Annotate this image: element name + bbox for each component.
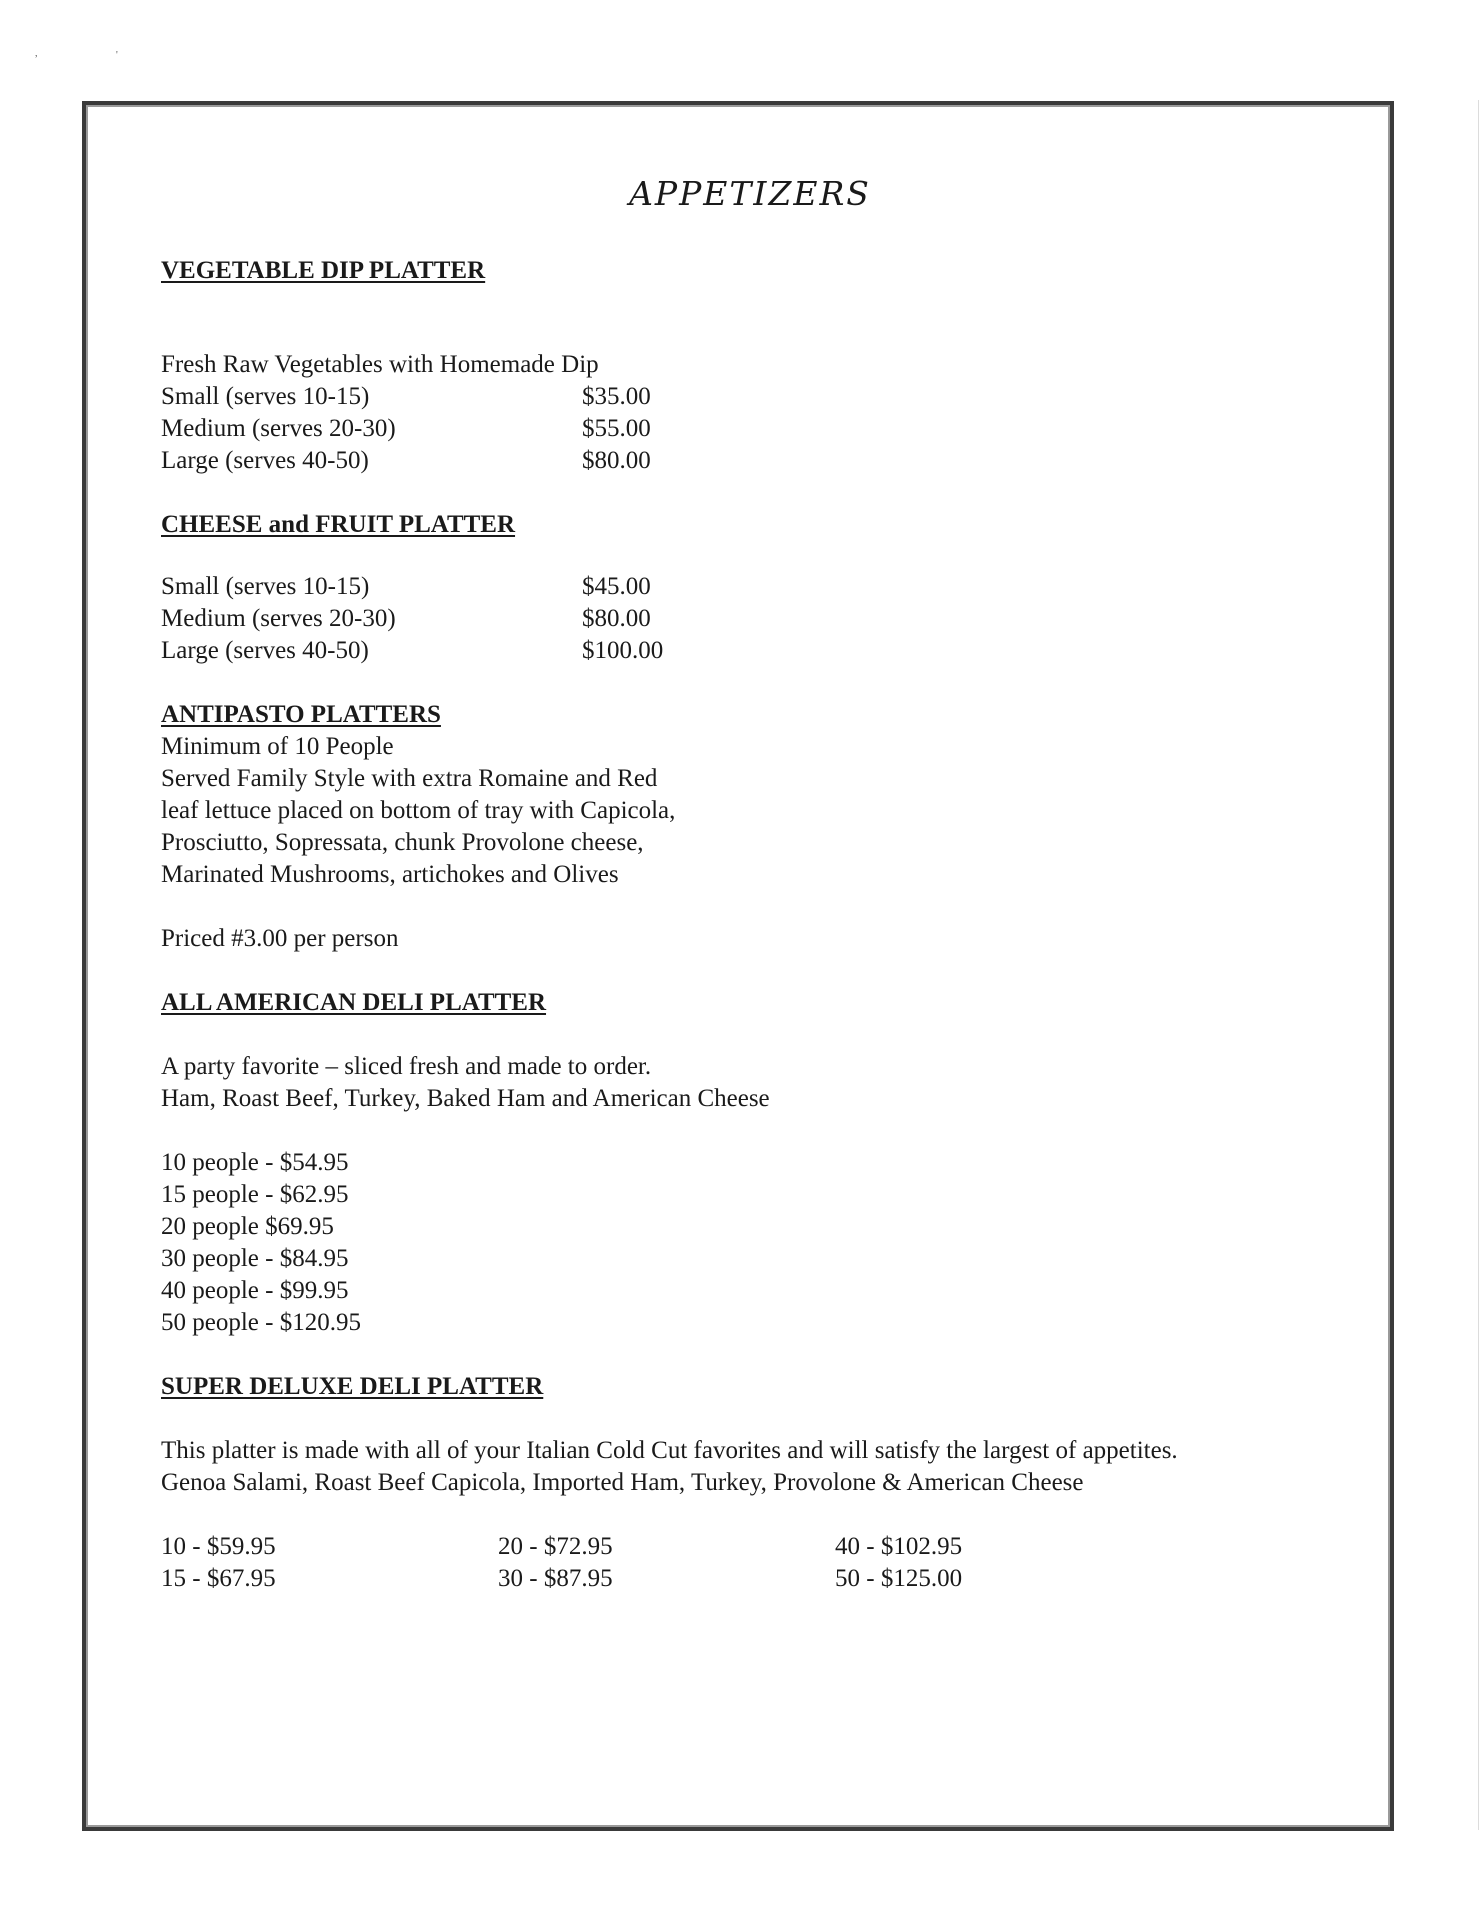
size-label: Large (serves 40-50) — [161, 637, 369, 664]
section-heading: ALL AMERICAN DELI PLATTER — [161, 989, 547, 1016]
price-row — [161, 603, 1361, 635]
description-line: Ham, Roast Beef, Turkey, Baked Ham and American Cheese — [161, 1085, 770, 1112]
scan-mark: ' — [116, 50, 118, 61]
price-column — [161, 1531, 498, 1595]
price: $55.00 — [582, 415, 651, 442]
price-line: 40 - $102.95 — [835, 1533, 963, 1560]
price-column — [835, 1531, 1172, 1595]
section-heading: ANTIPASTO PLATTERS — [161, 701, 441, 728]
price-line: 15 people - $62.95 — [161, 1181, 349, 1208]
price-row — [161, 413, 1361, 445]
price: $100.00 — [582, 637, 664, 664]
price-line: 20 - $72.95 — [498, 1533, 613, 1560]
price-line: 20 people $69.95 — [161, 1213, 334, 1240]
price-line: 40 people - $99.95 — [161, 1277, 349, 1304]
size-label: Small (serves 10-15) — [161, 573, 370, 600]
price-line: 10 people - $54.95 — [161, 1149, 349, 1176]
size-label: Small (serves 10-15) — [161, 383, 370, 410]
price-line: 30 people - $84.95 — [161, 1245, 349, 1272]
scan-edge-line — [1478, 100, 1479, 1830]
scan-mark: , — [35, 48, 38, 59]
price-row — [161, 571, 1361, 603]
american-deli-section — [161, 987, 1361, 1339]
price-note: Priced #3.00 per person — [161, 925, 399, 952]
super-deluxe-section — [161, 1371, 1361, 1595]
description-line: Served Family Style with extra Romaine and Red — [161, 765, 658, 792]
price-column — [498, 1531, 835, 1595]
description-line: Genoa Salami, Roast Beef Capicola, Imported Ham, Turkey, Provolone & American Cheese — [161, 1469, 1084, 1496]
price: $80.00 — [582, 605, 651, 632]
size-label: Medium (serves 20-30) — [161, 605, 396, 632]
description-line: leaf lettuce placed on bottom of tray with Capicola, — [161, 797, 676, 824]
price: $80.00 — [582, 447, 651, 474]
price-line: 10 - $59.95 — [161, 1533, 276, 1560]
description-line: Prosciutto, Sopressata, chunk Provolone cheese, — [161, 829, 644, 856]
description-line: This platter is made with all of your Italian Cold Cut favorites and will satisfy the largest of appetites. — [161, 1437, 1178, 1464]
price-grid — [161, 1531, 1361, 1595]
description-line: A party favorite – sliced fresh and made to order. — [161, 1053, 652, 1080]
section-heading: CHEESE and FRUIT PLATTER — [161, 511, 516, 538]
price-line: 50 - $125.00 — [835, 1565, 963, 1592]
menu-content — [161, 255, 1361, 1595]
price: $35.00 — [582, 383, 651, 410]
section-heading: VEGETABLE DIP PLATTER — [161, 257, 486, 284]
description-line: Marinated Mushrooms, artichokes and Olives — [161, 861, 619, 888]
page-title: APPETIZERS — [629, 174, 871, 213]
item-description: Fresh Raw Vegetables with Homemade Dip — [161, 351, 599, 378]
price-row — [161, 445, 1361, 477]
antipasto-section — [161, 699, 1361, 955]
price-line: 15 - $67.95 — [161, 1565, 276, 1592]
price-line: 30 - $87.95 — [498, 1565, 613, 1592]
price-row — [161, 381, 1361, 413]
price: $45.00 — [582, 573, 651, 600]
price-row — [161, 635, 1361, 667]
description-line: Minimum of 10 People — [161, 733, 394, 760]
vegetable-dip-section — [161, 255, 1361, 477]
section-heading: SUPER DELUXE DELI PLATTER — [161, 1373, 544, 1400]
size-label: Large (serves 40-50) — [161, 447, 369, 474]
cheese-fruit-section — [161, 509, 1361, 667]
size-label: Medium (serves 20-30) — [161, 415, 396, 442]
price-line: 50 people - $120.95 — [161, 1309, 361, 1336]
